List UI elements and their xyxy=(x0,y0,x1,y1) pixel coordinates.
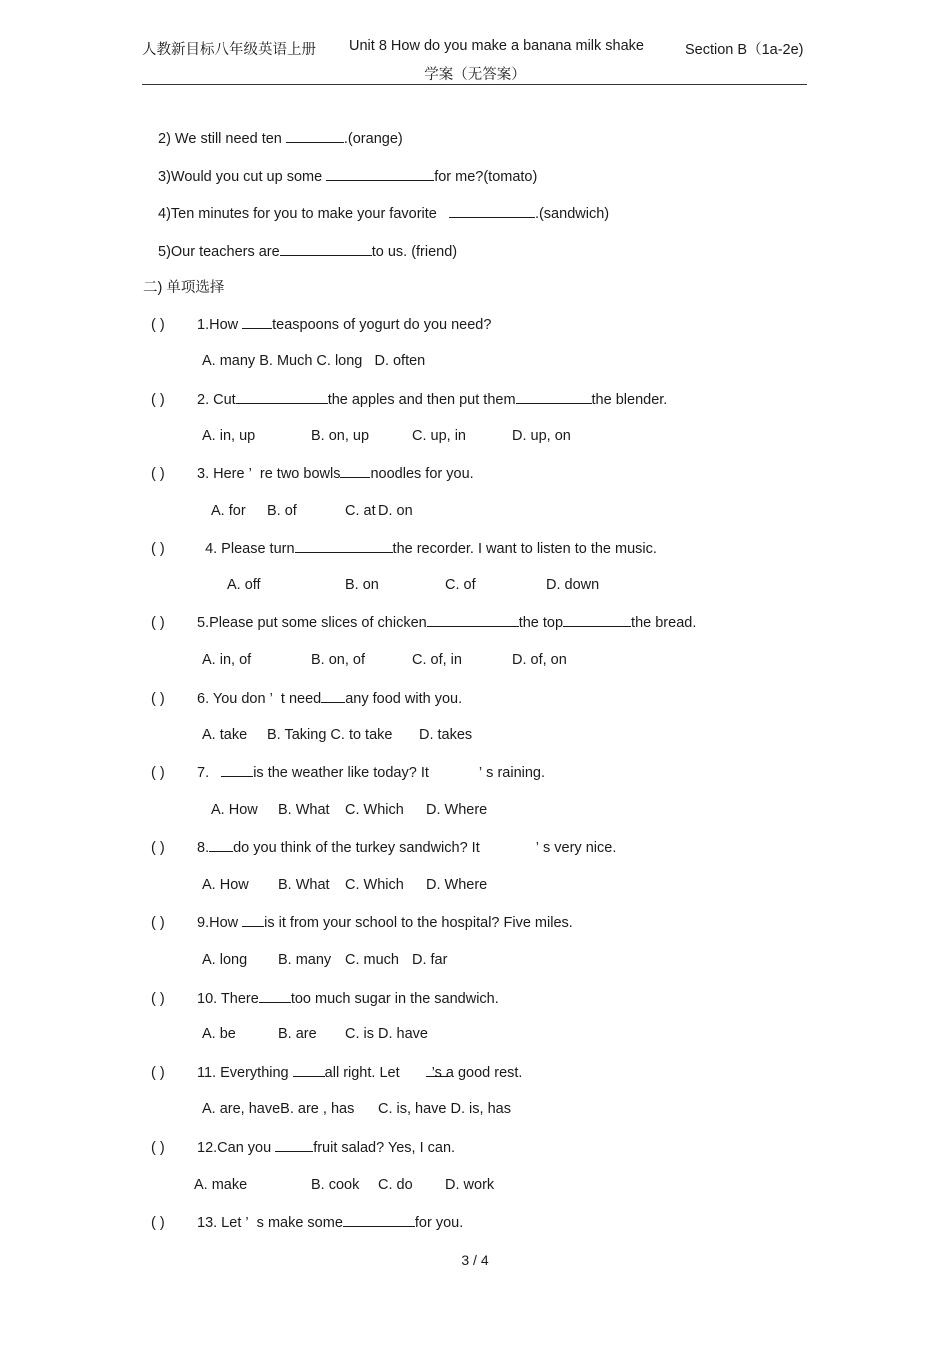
question-4: ( ) 4. Please turn the recorder. I want to listen to the music. xyxy=(151,538,657,557)
option-b: B. What xyxy=(278,802,330,818)
question-12: ( ) 12.Can you fruit salad? Yes, I can. xyxy=(151,1137,455,1156)
header-divider xyxy=(142,84,807,85)
option-d: D. Where xyxy=(426,877,488,893)
option-c: C. much xyxy=(345,952,399,968)
question-5: ( ) 5.Please put some slices of chicken the top the bread. xyxy=(151,612,696,631)
option-d: D. takes xyxy=(419,727,473,743)
answer-blank xyxy=(242,314,272,329)
option-c: C. Which xyxy=(345,877,404,893)
option-d: D. of, on xyxy=(512,652,567,668)
option-a: A. be xyxy=(202,1026,236,1042)
options-1: A. many B. Much C. long D. often xyxy=(202,353,426,369)
option-b: B. Taking C. to take xyxy=(267,727,393,743)
option-a: A. in, of xyxy=(202,652,252,668)
fill-question-4: 4)Ten minutes for you to make your favorite .(sandwich) xyxy=(158,203,609,222)
answer-blank xyxy=(449,203,535,218)
fill-question-3: 3)Would you cut up some for me?(tomato) xyxy=(158,166,537,185)
header-book: 人教新目标八年级英语上册 xyxy=(142,42,316,58)
question-3: ( ) 3. Here ’ re two bowls noodles for you. xyxy=(151,463,474,482)
option-b: B. on xyxy=(345,577,379,593)
option-a: A. for xyxy=(211,503,246,519)
option-c: C. up, in xyxy=(412,428,466,444)
fill-question-5: 5)Our teachers are to us. (friend) xyxy=(158,241,457,260)
fill-question-2: 2) We still need ten .(orange) xyxy=(158,128,403,147)
option-d: D. work xyxy=(445,1177,495,1193)
answer-blank xyxy=(275,1137,313,1152)
answer-blank xyxy=(286,128,344,143)
option-a: A. take xyxy=(202,727,248,743)
section-title: 二) 单项选择 xyxy=(143,280,225,296)
header-subtitle: 学案（无答案） xyxy=(424,67,526,83)
option-c: C. Which xyxy=(345,802,404,818)
option-d: D. far xyxy=(412,952,448,968)
answer-blank xyxy=(259,988,291,1003)
answer-blank xyxy=(343,1212,415,1227)
answer-blank xyxy=(236,389,328,404)
option-c: C. at xyxy=(345,503,376,519)
answer-blank xyxy=(563,612,631,627)
option-b: B. on, up xyxy=(311,428,370,444)
option-b: B. of xyxy=(267,503,297,519)
question-6: ( ) 6. You don ’ t need any food with you. xyxy=(151,688,462,707)
answer-blank xyxy=(242,912,264,927)
question-8: ( ) 8. do you think of the turkey sandwich? It ’ s very nice. xyxy=(151,837,616,856)
question-10: ( ) 10. There too much sugar in the sandwich. xyxy=(151,988,499,1007)
option-b: B. many xyxy=(278,952,332,968)
answer-blank xyxy=(326,166,434,181)
header-section: Section B（1a-2e) xyxy=(685,42,804,58)
question-1: ( ) 1.How teaspoons of yogurt do you need? xyxy=(151,314,491,333)
question-7: ( ) 7. is the weather like today? It ’ s raining. xyxy=(151,762,545,781)
question-13: ( ) 13. Let ’ s make some for you. xyxy=(151,1212,463,1231)
option-d: D. on xyxy=(378,503,413,519)
option-a-b: A. are, haveB. are , has xyxy=(202,1101,355,1117)
question-11: ( ) 11. Everything all right. Let ’s a good rest. xyxy=(151,1062,522,1081)
option-b: B. on, of xyxy=(311,652,366,668)
page-number: 3 / 4 xyxy=(461,1252,489,1268)
option-a: A. make xyxy=(194,1177,248,1193)
question-9: ( ) 9.How is it from your school to the hospital? Five miles. xyxy=(151,912,573,931)
answer-blank xyxy=(340,463,370,478)
option-b: B. are xyxy=(278,1026,317,1042)
option-c-d: C. is, have D. is, has xyxy=(378,1101,511,1117)
option-a: A. How xyxy=(211,802,258,818)
option-a: A. off xyxy=(227,577,261,593)
option-a: A. long xyxy=(202,952,248,968)
option-c: C. of xyxy=(445,577,476,593)
question-2: ( ) 2. Cut the apples and then put them the blender. xyxy=(151,389,667,408)
option-b: B. What xyxy=(278,877,330,893)
option-c: C. of, in xyxy=(412,652,462,668)
option-b: B. cook xyxy=(311,1177,360,1193)
option-d: D. up, on xyxy=(512,428,571,444)
answer-blank xyxy=(321,688,345,703)
header-unit: Unit 8 How do you make a banana milk shake xyxy=(349,38,644,54)
option-a: A. How xyxy=(202,877,249,893)
answer-blank xyxy=(516,389,592,404)
answer-blank xyxy=(209,837,233,852)
option-d: D. down xyxy=(546,577,600,593)
answer-blank xyxy=(295,538,393,553)
answer-blank xyxy=(427,612,519,627)
option-c: C. do xyxy=(378,1177,413,1193)
option-c: C. is D. have xyxy=(345,1026,428,1042)
option-a: A. in, up xyxy=(202,428,256,444)
answer-blank xyxy=(280,241,372,256)
option-d: D. Where xyxy=(426,802,488,818)
answer-blank xyxy=(293,1062,325,1077)
answer-blank xyxy=(221,762,253,777)
